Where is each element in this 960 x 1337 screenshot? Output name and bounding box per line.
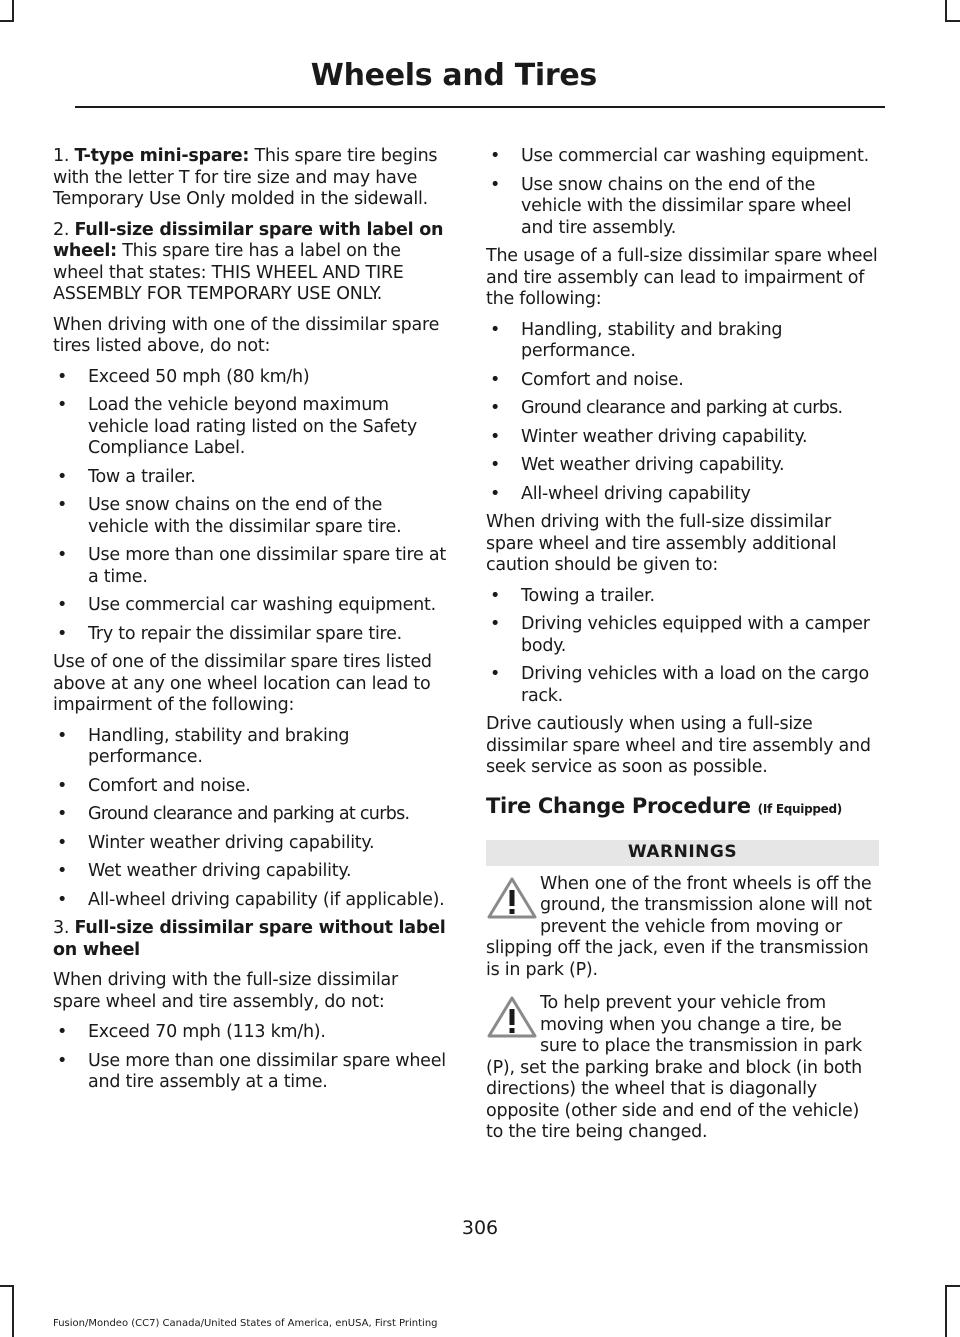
crop-mark bbox=[0, 20, 14, 22]
bullet: • bbox=[57, 832, 68, 853]
bullet: • bbox=[490, 369, 501, 390]
list-item-text: Towing a trailer. bbox=[521, 585, 655, 606]
list-item bbox=[486, 175, 879, 240]
warning-block bbox=[486, 993, 879, 1144]
bullet: • bbox=[490, 146, 501, 166]
list-item bbox=[53, 545, 446, 588]
bullet: • bbox=[57, 495, 68, 515]
list-item bbox=[53, 395, 446, 460]
list-item bbox=[486, 427, 879, 449]
warning-block bbox=[486, 874, 879, 982]
list-item bbox=[486, 455, 879, 477]
item-text: This spare tire begins with the letter T for tire size and may have Temporary Use Only molded in the sidewall. bbox=[53, 146, 438, 209]
header-divider bbox=[75, 106, 885, 108]
list-item-text: Ground clearance and parking at curbs. bbox=[88, 804, 410, 824]
section-title: Tire Change Procedure bbox=[486, 793, 751, 818]
list-item-text: Driving vehicles equipped with a camper body. bbox=[521, 614, 870, 656]
list-item-text: Use commercial car washing equipment. bbox=[88, 595, 436, 615]
warning-triangle-icon bbox=[486, 876, 538, 920]
bullet: • bbox=[490, 664, 501, 684]
crop-mark bbox=[945, 1285, 960, 1287]
list-item bbox=[53, 833, 446, 855]
list-item-text: Wet weather driving capability. bbox=[88, 861, 352, 881]
list-item bbox=[53, 495, 446, 538]
item-term: T-type mini-spare: bbox=[74, 146, 250, 166]
paragraph-full-size-no-label bbox=[53, 918, 446, 961]
bullet: • bbox=[57, 466, 68, 487]
paragraph: The usage of a full-size dissimilar spare wheel and tire assembly can lead to impairment of the following: bbox=[486, 246, 878, 309]
warning-text: When one of the front wheels is off the ground, the transmission alone will not prevent the vehicle from moving or slipping off the jack, even if the transmission is in park (P). bbox=[486, 873, 872, 980]
list-item-text: Tow a trailer. bbox=[88, 466, 196, 487]
bullet: • bbox=[57, 1022, 68, 1042]
list-item-text: Use snow chains on the end of the vehicle with the dissimilar spare wheel and tire assembly. bbox=[521, 174, 852, 238]
right-column bbox=[486, 146, 879, 1156]
bullet: • bbox=[490, 319, 501, 340]
paragraph: Drive cautiously when using a full-size dissimilar spare wheel and tire assembly and seek service as soon as possible. bbox=[486, 714, 871, 777]
bullet: • bbox=[57, 861, 68, 881]
section-note: (If Equipped) bbox=[757, 801, 842, 816]
list-item-text: Handling, stability and braking performance. bbox=[88, 725, 350, 767]
bullet: • bbox=[490, 174, 501, 195]
list-item-text: Use more than one dissimilar spare wheel and tire assembly at a time. bbox=[88, 1050, 446, 1092]
list-item-text: Use more than one dissimilar spare tire at a time. bbox=[88, 545, 446, 587]
list-item-text: Exceed 50 mph (80 km/h) bbox=[88, 366, 310, 387]
crop-mark bbox=[0, 1285, 14, 1287]
list-item-text: Use commercial car washing equipment. bbox=[521, 146, 869, 166]
warning-triangle-icon bbox=[486, 995, 538, 1039]
crop-mark bbox=[12, 1285, 14, 1337]
list-item bbox=[53, 1022, 446, 1044]
list-item bbox=[486, 664, 879, 707]
bullet: • bbox=[57, 545, 68, 565]
list-item bbox=[53, 467, 446, 489]
list-item bbox=[486, 146, 879, 168]
list-item-text: Wet weather driving capability. bbox=[521, 455, 785, 475]
item-text: This spare tire has a label on the wheel that states: THIS WHEEL AND TIRE ASSEMBLY FOR TEMPORARY USE ONLY. bbox=[53, 241, 404, 304]
list-item bbox=[486, 614, 879, 657]
paragraph-t-type bbox=[53, 146, 446, 211]
list-item-text: Winter weather driving capability. bbox=[88, 832, 375, 853]
bullet: • bbox=[57, 395, 68, 415]
item-term: Full-size dissimilar spare without label on wheel bbox=[53, 918, 446, 960]
list-item bbox=[486, 370, 879, 392]
list-item-text: Try to repair the dissimilar spare tire. bbox=[88, 623, 402, 644]
list-item bbox=[53, 804, 446, 826]
page-title: Wheels and Tires bbox=[310, 58, 597, 93]
list-item-text: Load the vehicle beyond maximum vehicle load rating listed on the Safety Compliance Label. bbox=[88, 395, 418, 458]
paragraph: When driving with one of the dissimilar spare tires listed above, do not: bbox=[53, 314, 440, 356]
paragraph: When driving with the full-size dissimilar spare wheel and tire assembly, do not: bbox=[53, 970, 398, 1012]
bullet: • bbox=[490, 483, 501, 504]
list-item bbox=[53, 890, 446, 912]
left-column bbox=[53, 146, 446, 1101]
list-item-text: All-wheel driving capability (if applicable). bbox=[88, 889, 445, 910]
bullet: • bbox=[490, 455, 501, 475]
crop-mark bbox=[945, 20, 960, 22]
list-item-text: Comfort and noise. bbox=[88, 775, 251, 796]
list-item-text: All-wheel driving capability bbox=[521, 483, 751, 504]
list-item bbox=[486, 586, 879, 608]
list-item-text: Use snow chains on the end of the vehicle with the dissimilar spare tire. bbox=[88, 495, 402, 537]
bullet: • bbox=[57, 889, 68, 910]
crop-mark bbox=[12, 0, 14, 20]
list-item-text: Exceed 70 mph (113 km/h). bbox=[88, 1022, 326, 1042]
crop-mark bbox=[945, 1285, 947, 1337]
bullet: • bbox=[490, 426, 501, 447]
list-item-text: Winter weather driving capability. bbox=[521, 426, 808, 447]
bullet: • bbox=[57, 725, 68, 746]
page-number: 306 bbox=[461, 1217, 499, 1239]
list-item bbox=[53, 367, 446, 389]
list-item-text: Comfort and noise. bbox=[521, 369, 684, 390]
list-item bbox=[53, 861, 446, 883]
bullet: • bbox=[57, 775, 68, 796]
list-item bbox=[486, 398, 879, 420]
bullet: • bbox=[57, 595, 68, 615]
list-item bbox=[53, 1051, 446, 1094]
item-number: 2. bbox=[53, 219, 70, 240]
list-item bbox=[53, 595, 446, 617]
bullet: • bbox=[490, 585, 501, 606]
list-item-text: Handling, stability and braking performance. bbox=[521, 319, 783, 361]
paragraph-full-size-label bbox=[53, 220, 446, 306]
list-item bbox=[486, 484, 879, 506]
list-item bbox=[53, 776, 446, 798]
bullet: • bbox=[57, 366, 68, 387]
list-item-text: Ground clearance and parking at curbs. bbox=[521, 398, 843, 418]
bullet: • bbox=[57, 1050, 68, 1071]
footer-text: Fusion/Mondeo (CC7) Canada/United States of America, enUSA, First Printing bbox=[53, 1318, 438, 1329]
bullet: • bbox=[57, 623, 68, 644]
list-item bbox=[486, 320, 879, 363]
warning-text: To help prevent your vehicle from moving when you change a tire, be sure to place the transmission in park (P), set the parking brake and block (in both directions) the wheel that is diagonally opposite (other side and end of the vehicle) to the tire being changed. bbox=[486, 993, 862, 1142]
item-number: 3. bbox=[53, 918, 70, 938]
paragraph: When driving with the full-size dissimilar spare wheel and tire assembly additional caution should be given to: bbox=[486, 512, 837, 575]
warnings-header: WARNINGS bbox=[486, 840, 879, 866]
crop-mark bbox=[945, 0, 947, 20]
list-item bbox=[53, 624, 446, 646]
list-item bbox=[53, 726, 446, 769]
paragraph: Use of one of the dissimilar spare tires listed above at any one wheel location can lead to impairment of the following: bbox=[53, 652, 432, 715]
bullet: • bbox=[57, 804, 68, 824]
item-term: Full-size dissimilar spare with label on wheel: bbox=[53, 219, 444, 261]
item-number: 1. bbox=[53, 146, 70, 166]
section-heading bbox=[486, 793, 879, 821]
bullet: • bbox=[490, 614, 501, 634]
bullet: • bbox=[490, 398, 501, 418]
list-item-text: Driving vehicles with a load on the cargo rack. bbox=[521, 664, 869, 706]
